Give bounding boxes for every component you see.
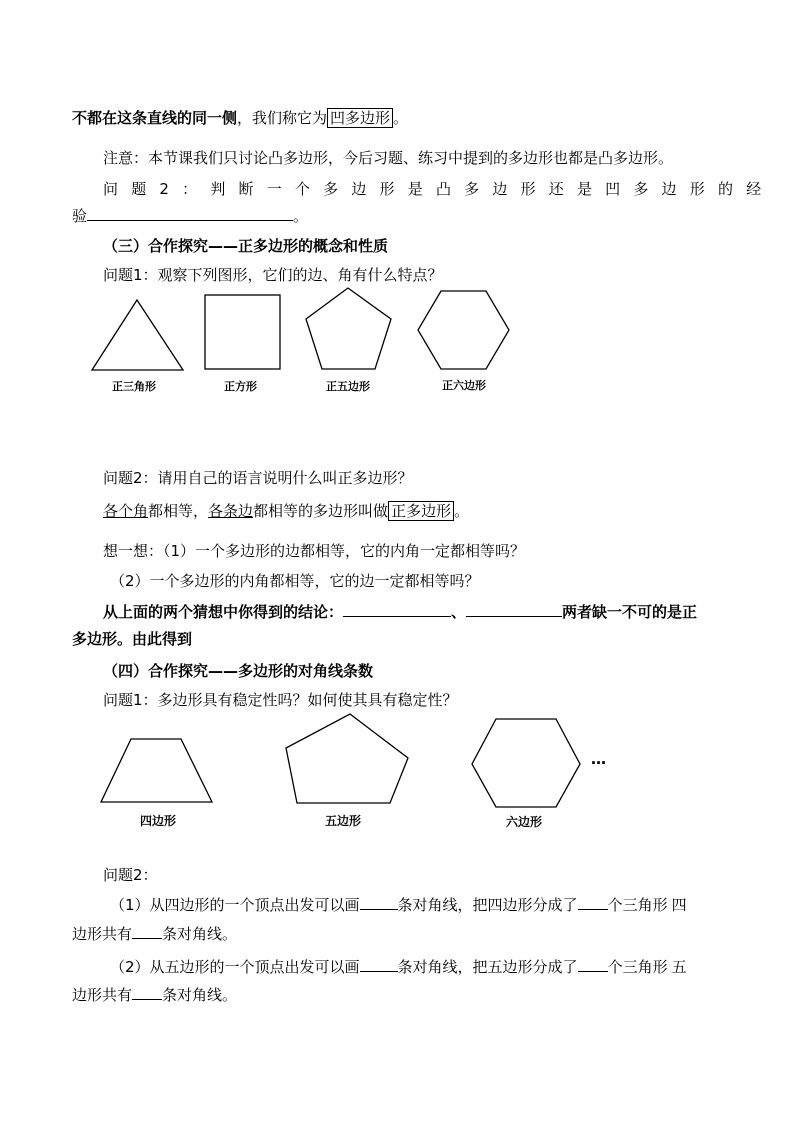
question-2-line1: 问题2：判断一个多边形是凸多边形还是凹多边形的经 [103,180,775,198]
ellipsis-text: … [591,750,606,768]
text: 条对角线。 [162,925,238,943]
text: 边形共有 [72,925,133,943]
text: 两者缺一不可的是正 [562,603,698,621]
answer-blank[interactable] [578,894,608,910]
answer-blank[interactable] [360,894,398,910]
answer-blank[interactable] [578,956,608,972]
text: 五 [671,958,687,976]
item-1-line1 [110,894,687,916]
pentagon-shape-2 [286,714,408,803]
section-3-question-1: 问题1：观察下列图形，它们的边、角有什么特点？ [103,266,443,284]
text: （1）从四边形的一个顶点出发可以画 [110,896,360,914]
section-4-question-2: 问题2： [103,866,158,884]
underlined-term-angles: 各个角 [103,502,149,520]
text: 条对角线。 [162,986,238,1004]
section-4-title: （四）合作探究——多边形的对角线条数 [103,662,374,680]
text: 。 [454,502,470,520]
underlined-term-sides: 各条边 [208,502,254,520]
label-triangle: 正三角形 [112,380,156,393]
item-2-line2 [72,984,237,1006]
label-hexagon: 正六边形 [442,379,486,392]
label-square: 正方形 [224,380,257,393]
text: ，我们称它为 [237,109,328,127]
think-question-2: （2）一个多边形的内角都相等，它的边一定都相等吗？ [110,572,480,590]
item-1-line2 [72,923,237,945]
label-hexagon-2: 六边形 [506,815,543,829]
text: 。 [393,109,409,127]
section-3-title: （三）合作探究——正多边形的概念和性质 [103,237,389,255]
text: 从上面的两个猜想中你得到的结论： [103,603,344,621]
text: 都相等的多边形叫做 [253,502,389,520]
text: 四 [671,896,687,914]
conclusion-line2: 多边形。由此得到 [72,630,193,648]
section-4-question-1: 问题1：多边形具有稳定性吗？如何使其具有稳定性？ [103,691,458,709]
label-pentagon-2: 五边形 [325,814,362,828]
text: 条对角线，把五边形分成了 [397,958,578,976]
think-question-1: 想一想：（1）一个多边形的边都相等，它的内角一定都相等吗？ [103,542,526,560]
boxed-term-regular-polygon: 正多边形 [388,501,454,521]
bold-text: 不都在这条直线的同一侧 [72,109,238,127]
text: 验 [72,207,88,225]
label-quadrilateral: 四边形 [140,814,177,828]
text: 都相等， [148,502,209,520]
text: 、 [451,603,467,621]
text: 。 [293,207,309,225]
boxed-term-concave: 凹多边形 [327,108,393,128]
hexagon-shape-2 [472,719,580,807]
trapezoid-shape [101,739,212,802]
text: 个三角形 [607,896,668,914]
text: 边形共有 [72,986,133,1004]
answer-blank[interactable] [360,956,398,972]
text: 条对角线，把四边形分成了 [397,896,578,914]
note-text: 注意：本节课我们只讨论凸多边形，今后习题、练习中提到的多边形也都是凸多边形。 [103,149,674,167]
answer-blank[interactable] [132,984,162,1000]
section-3-question-2: 问题2：请用自己的语言说明什么叫正多边形？ [103,469,413,487]
answer-blank[interactable] [132,923,162,939]
label-pentagon: 正五边形 [326,380,370,393]
text: （2）从五边形的一个顶点出发可以画 [110,958,360,976]
text: 个三角形 [607,958,668,976]
item-2-line1 [110,956,687,978]
